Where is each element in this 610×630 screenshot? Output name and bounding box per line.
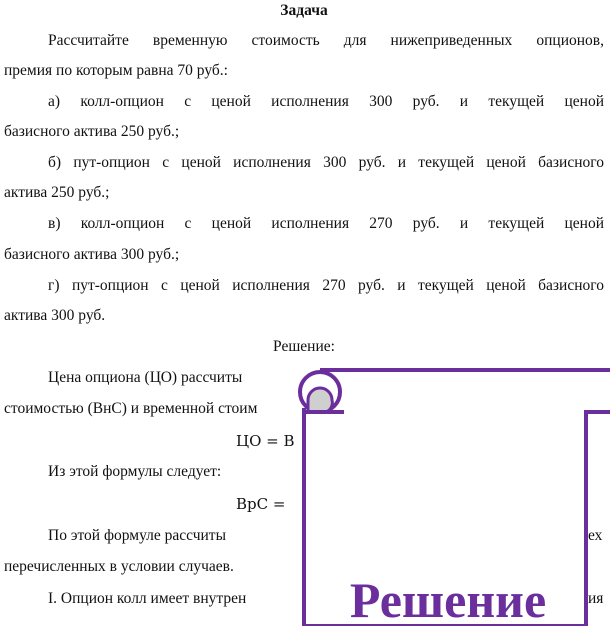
item-a-line-2: базисного актива 250 руб.;	[4, 123, 180, 140]
solution-heading: Решение:	[273, 338, 335, 355]
solution-scroll-overlay	[298, 366, 610, 626]
solution-line-4a: По этой формуле рассчиты	[48, 527, 226, 544]
solution-line-6b: ия	[588, 590, 604, 607]
formula-option-price: ЦО = В	[236, 432, 295, 450]
solution-line-1: Цена опциона (ЦО) рассчиты	[48, 369, 243, 386]
item-b-line-2: актива 250 руб.;	[4, 184, 110, 201]
item-v-line-1: в) колл-опцион с ценой исполнения 270 руб. и текущей ценой	[48, 215, 604, 232]
solution-line-6a: I. Опцион колл имеет внутрен	[48, 590, 247, 607]
task-paragraph-line-1: Рассчитайте временную стоимость для нижеприведенных опционов,	[48, 32, 604, 49]
item-g-line-1: г) пут-опцион с ценой исполнения 270 руб. и текущей ценой базисного	[48, 277, 604, 294]
solution-line-4b: ех	[588, 527, 603, 544]
solution-line-2: стоимостью (ВнС) и временной стоим	[4, 400, 258, 417]
task-paragraph-line-2: премия по которым равна 70 руб.:	[4, 62, 228, 79]
solution-line-5: перечисленных в условии случаев.	[4, 558, 234, 575]
task-title: Задача	[280, 2, 328, 19]
item-b-line-1: б) пут-опцион с ценой исполнения 300 руб. и текущей ценой базисного	[48, 154, 604, 171]
formula-time-value: ВрС =	[236, 495, 286, 513]
scroll-curl-inner	[308, 388, 332, 412]
item-a-line-1: а) колл-опцион с ценой исполнения 300 руб. и текущей ценой	[48, 93, 604, 110]
solution-line-3: Из этой формулы следует:	[48, 463, 222, 480]
overlay-title: Решение	[349, 572, 547, 628]
item-v-line-2: базисного актива 300 руб.;	[4, 246, 180, 263]
item-g-line-2: актива 300 руб.	[4, 307, 106, 324]
